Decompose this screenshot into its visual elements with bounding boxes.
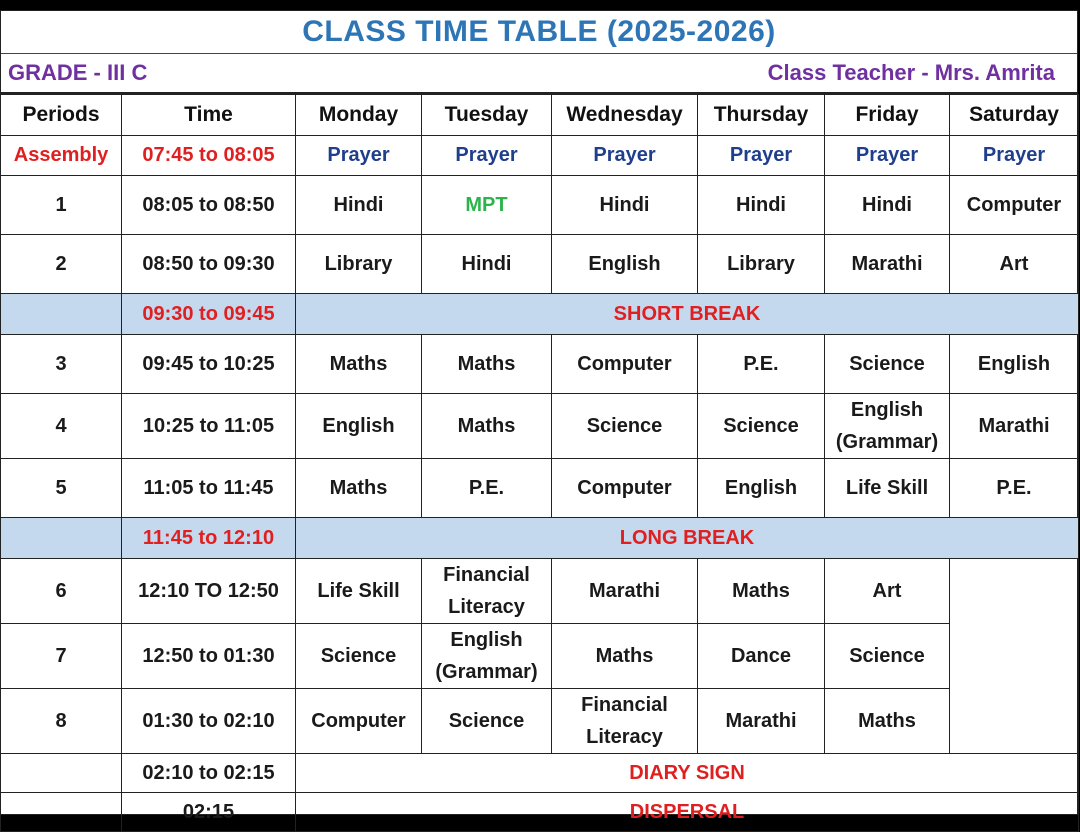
info-bar: [1, 54, 1077, 94]
break-empty-cell: [1, 518, 122, 559]
subject-cell: Art: [825, 559, 950, 624]
assembly-row: [1, 136, 1079, 176]
subject-cell: Maths: [296, 459, 422, 518]
prayer-cell: Prayer: [296, 136, 422, 176]
header-cell: Time: [122, 95, 296, 136]
header-cell: Monday: [296, 95, 422, 136]
subject-cell: Maths: [422, 394, 552, 459]
diary-sign-time: 02:10 to 02:15: [122, 754, 296, 793]
header-cell: Thursday: [698, 95, 825, 136]
subject-cell: Maths: [825, 689, 950, 754]
subject-cell: Marathi: [698, 689, 825, 754]
subject-cell: English: [552, 235, 698, 294]
subject-cell: Hindi: [825, 176, 950, 235]
diary-sign-row: [1, 754, 1079, 793]
subject-cell: Marathi: [950, 394, 1079, 459]
header-cell: Periods: [1, 95, 122, 136]
subject-cell: Art: [950, 235, 1079, 294]
diary-sign-label: DIARY SIGN: [296, 754, 1079, 793]
dispersal-row: [1, 793, 1079, 832]
dispersal-time: 02:15: [122, 793, 296, 832]
period-time: 11:05 to 11:45: [122, 459, 296, 518]
header-cell: Tuesday: [422, 95, 552, 136]
subject-cell: Maths: [296, 335, 422, 394]
long-break-label: LONG BREAK: [296, 518, 1079, 559]
subject-cell: Computer: [950, 176, 1079, 235]
period-row-4: [1, 394, 1079, 459]
period-time: 10:25 to 11:05: [122, 394, 296, 459]
header-cell: Friday: [825, 95, 950, 136]
subject-cell: Hindi: [296, 176, 422, 235]
period-row-6: [1, 559, 1079, 624]
period-time: 08:50 to 09:30: [122, 235, 296, 294]
subject-cell: Financial Literacy: [422, 559, 552, 624]
subject-cell: Computer: [552, 459, 698, 518]
subject-cell: P.E.: [950, 459, 1079, 518]
subject-cell: MPT: [422, 176, 552, 235]
subject-cell: English (Grammar): [422, 624, 552, 689]
period-number: 5: [1, 459, 122, 518]
prayer-cell: Prayer: [825, 136, 950, 176]
subject-cell: Financial Literacy: [552, 689, 698, 754]
period-row-5: [1, 459, 1079, 518]
period-row-2: [1, 235, 1079, 294]
period-row-7: [1, 624, 1079, 689]
prayer-cell: Prayer: [422, 136, 552, 176]
period-number: 8: [1, 689, 122, 754]
short-break-row: [1, 294, 1079, 335]
period-number: 2: [1, 235, 122, 294]
header-cell: Wednesday: [552, 95, 698, 136]
subject-cell: English: [296, 394, 422, 459]
header-row: [1, 95, 1079, 136]
subject-cell: English: [950, 335, 1079, 394]
short-break-label: SHORT BREAK: [296, 294, 1079, 335]
subject-cell: Hindi: [552, 176, 698, 235]
period-number: 3: [1, 335, 122, 394]
subject-cell: Hindi: [698, 176, 825, 235]
subject-cell: P.E.: [698, 335, 825, 394]
period-time: 12:10 TO 12:50: [122, 559, 296, 624]
period-number: 7: [1, 624, 122, 689]
subject-cell: English (Grammar): [825, 394, 950, 459]
subject-cell: Science: [825, 624, 950, 689]
subject-cell: Maths: [698, 559, 825, 624]
subject-cell: Life Skill: [296, 559, 422, 624]
period-time: 08:05 to 08:50: [122, 176, 296, 235]
subject-cell: Library: [698, 235, 825, 294]
prayer-cell: Prayer: [552, 136, 698, 176]
period-number: 6: [1, 559, 122, 624]
tail-empty-cell: [1, 793, 122, 832]
saturday-empty-cell: [950, 559, 1079, 754]
class-teacher-label: Class Teacher - Mrs. Amrita: [767, 60, 1055, 85]
subject-cell: Hindi: [422, 235, 552, 294]
subject-cell: Marathi: [552, 559, 698, 624]
assembly-label: Assembly: [1, 136, 122, 176]
subject-cell: Science: [552, 394, 698, 459]
period-number: 4: [1, 394, 122, 459]
header-cell: Saturday: [950, 95, 1079, 136]
period-time: 01:30 to 02:10: [122, 689, 296, 754]
timetable: [0, 94, 1079, 832]
subject-cell: P.E.: [422, 459, 552, 518]
subject-cell: Marathi: [825, 235, 950, 294]
subject-cell: Computer: [552, 335, 698, 394]
timetable-sheet: [0, 10, 1078, 823]
grade-label: GRADE - III C: [8, 60, 148, 85]
long-break-time: 11:45 to 12:10: [122, 518, 296, 559]
subject-cell: Maths: [422, 335, 552, 394]
break-empty-cell: [1, 294, 122, 335]
subject-cell: English: [698, 459, 825, 518]
prayer-cell: Prayer: [950, 136, 1079, 176]
short-break-time: 09:30 to 09:45: [122, 294, 296, 335]
page-title: CLASS TIME TABLE (2025-2026): [1, 11, 1077, 54]
period-row-8: [1, 689, 1079, 754]
period-number: 1: [1, 176, 122, 235]
period-time: 09:45 to 10:25: [122, 335, 296, 394]
subject-cell: Science: [825, 335, 950, 394]
long-break-row: [1, 518, 1079, 559]
assembly-time: 07:45 to 08:05: [122, 136, 296, 176]
subject-cell: Science: [296, 624, 422, 689]
subject-cell: Dance: [698, 624, 825, 689]
subject-cell: Library: [296, 235, 422, 294]
dispersal-label: DISPERSAL: [296, 793, 1079, 832]
period-row-1: [1, 176, 1079, 235]
subject-cell: Science: [698, 394, 825, 459]
subject-cell: Computer: [296, 689, 422, 754]
prayer-cell: Prayer: [698, 136, 825, 176]
period-time: 12:50 to 01:30: [122, 624, 296, 689]
subject-cell: Life Skill: [825, 459, 950, 518]
tail-empty-cell: [1, 754, 122, 793]
period-row-3: [1, 335, 1079, 394]
subject-cell: Science: [422, 689, 552, 754]
subject-cell: Maths: [552, 624, 698, 689]
